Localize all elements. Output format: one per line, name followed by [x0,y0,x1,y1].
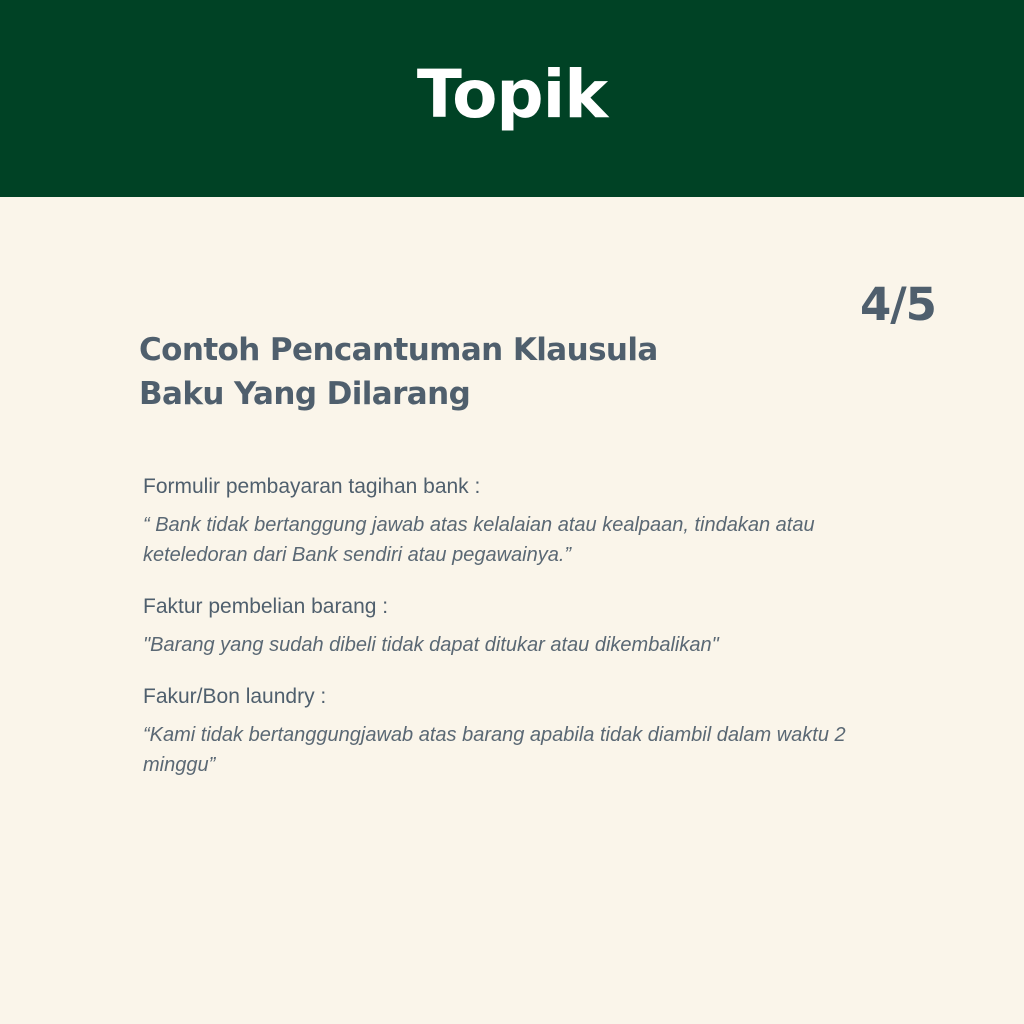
example-label: Fakur/Bon laundry : [143,685,327,708]
section-title [139,328,759,416]
section-title-line-2: Baku Yang Dilarang [139,376,471,412]
page-title: Topik [416,56,608,133]
example-quote: "Barang yang sudah dibeli tidak dapat ditukar atau dikembalikan" [143,634,719,656]
examples-list [143,472,883,802]
example-quote: “Kami tidak bertanggungjawab atas barang apabila tidak diambil dalam waktu 2 minggu” [143,724,846,776]
section-title-line-1: Contoh Pencantuman Klausula [139,332,658,368]
header-banner [0,0,1024,197]
example-label: Formulir pembayaran tagihan bank : [143,475,481,498]
example-item-bank [143,472,883,570]
example-label: Faktur pembelian barang : [143,595,389,618]
example-quote: “ Bank tidak bertanggung jawab atas kelalaian atau kealpaan, tindakan atau keteledoran dari Bank sendiri atau pegawainya.” [143,514,815,566]
page-counter: 4/5 [859,278,936,331]
example-item-laundry [143,682,883,780]
example-item-invoice [143,592,883,660]
